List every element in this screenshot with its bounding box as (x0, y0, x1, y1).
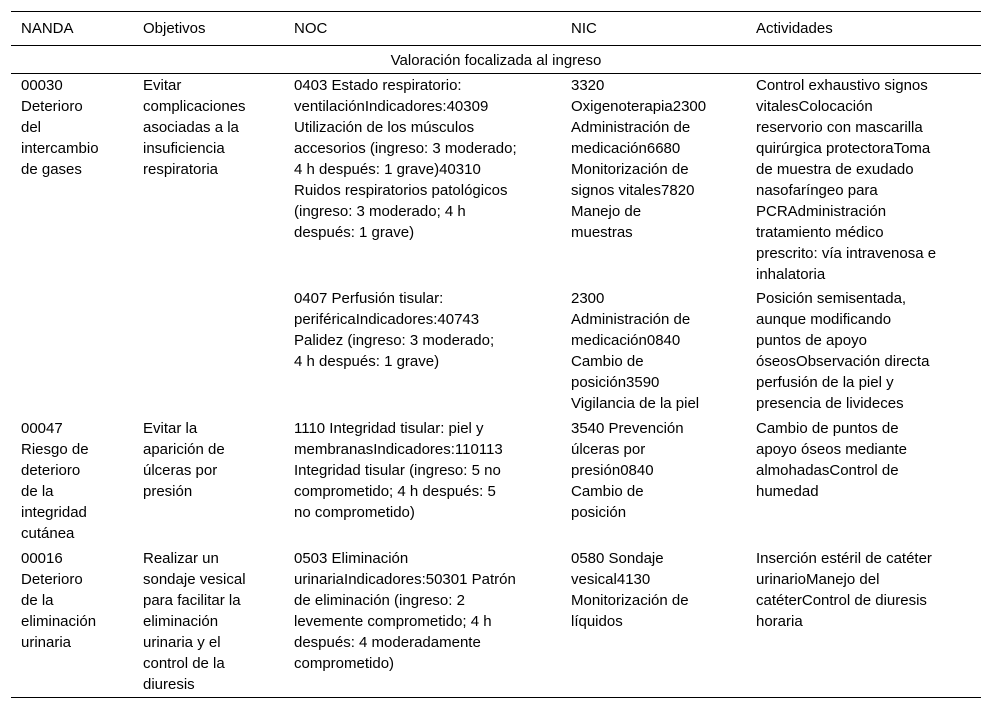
header-noc: NOC (284, 12, 561, 46)
table-row (11, 285, 981, 416)
cell-nic: 0580 Sondaje vesical4130 Monitorización de líquidos (561, 546, 746, 698)
cell-objetivos: Realizar un sondaje vesical para facilitar la eliminación urinaria y el control de la diuresis (133, 546, 284, 698)
cell-nanda (11, 285, 133, 416)
cell-actividades: Inserción estéril de catéter urinarioManejo del catéterControl de diuresis horaria (746, 546, 981, 698)
cell-nanda: 00047 Riesgo de deterioro de la integridad cutánea (21, 420, 89, 542)
cell-objetivos: Evitar complicaciones asociadas a la insuficiencia respiratoria (143, 77, 246, 178)
cell-nanda: 00016 Deterioro de la eliminación urinaria (11, 546, 133, 698)
cell-nic: 2300 Administración de medicación0840 Cambio de posición3590 Vigilancia de la piel (571, 290, 700, 412)
cell-nic: 3540 Prevención úlceras por presión0840 Cambio de posición (571, 420, 684, 521)
header-objetivos: Objetivos (133, 12, 284, 46)
care-plan-table-container (11, 11, 981, 698)
cell-nic: 3320 Oxigenoterapia2300 Administración de medicación6680 Monitorización de signos vitales7820 Manejo de muestras (571, 77, 707, 241)
cell-actividades: Cambio de puntos de apoyo óseos mediante almohadasControl de humedad (756, 420, 907, 500)
cell-noc: 0403 Estado respiratorio: ventilaciónIndicadores:40309 Utilización de los músculos accesorios (ingreso: 3 moderado; 4 h después: 1 grave)40310 Ruidos respiratorios patológicos (ingreso: 3 moderado; 4 h después: 1 grave) (294, 77, 517, 241)
section-title: Valoración focalizada al ingreso (11, 46, 981, 74)
header-nanda: NANDA (11, 12, 133, 46)
cell-objetivos: Evitar la aparición de úlceras por presión (143, 420, 225, 500)
cell-noc: 0503 Eliminación urinariaIndicadores:50301 Patrón de eliminación (ingreso: 2 levemente comprometido; 4 h después: 4 moderadamente comprometido) (284, 546, 561, 698)
cell-noc: 1110 Integridad tisular: piel y membranasIndicadores:110113 Integridad tisular (ingreso: 5 no comprometido; 4 h después: 5 no comprometido) (294, 420, 503, 521)
care-plan-table (11, 11, 981, 698)
header-nic: NIC (561, 12, 746, 46)
header-actividades: Actividades (746, 12, 981, 46)
header-row (11, 12, 981, 46)
table-row (11, 546, 981, 698)
cell-objetivos (133, 285, 284, 416)
table-row (11, 74, 981, 286)
cell-actividades: Control exhaustivo signos vitalesColocación reservorio con mascarilla quirúrgica protectoraToma de muestra de exudado nasofaríngeo para PCRAdministración tratamiento médico prescrito: vía intravenosa e inhalatoria (756, 77, 937, 283)
cell-noc: 0407 Perfusión tisular: periféricaIndicadores:40743 Palidez (ingreso: 3 moderado; 4 h después: 1 grave) (294, 290, 495, 370)
cell-actividades: Posición semisentada, aunque modificando puntos de apoyo óseosObservación directa perfusión de la piel y presencia de livideces (756, 290, 930, 412)
section-row (11, 46, 981, 74)
table-row (11, 416, 981, 546)
cell-nanda: 00030 Deterioro del intercambio de gases (21, 77, 99, 178)
